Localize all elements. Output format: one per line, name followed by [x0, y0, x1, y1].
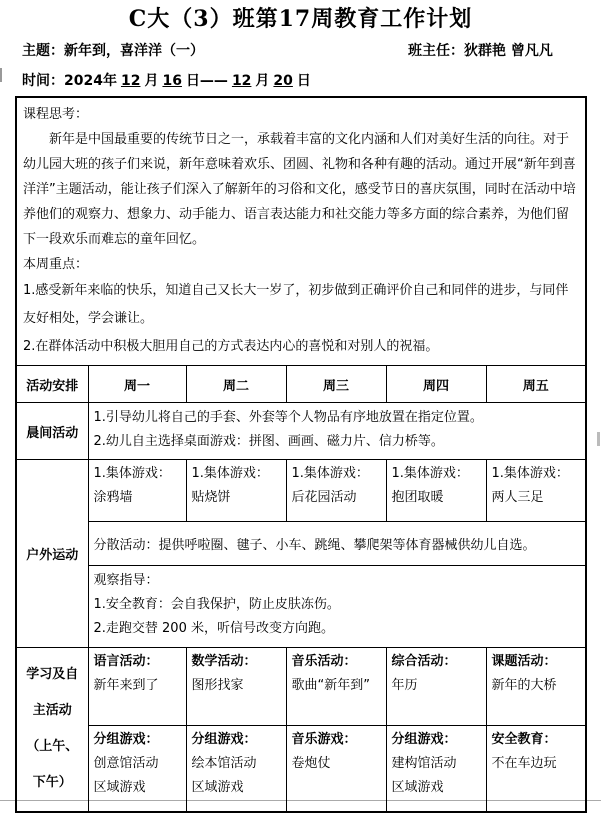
focus-point-1: 1.感受新年来临的快乐，知道自己又长大一岁了，初步做到正确评价自己和同伴的进步，与同伴友好相处，学会谦让。 [23, 283, 569, 326]
game-title: 1.集体游戏： [391, 466, 469, 481]
learning-label-line-1: 学习及自 [26, 667, 79, 683]
page-edge-marker [0, 68, 2, 82]
outdoor-game-thu [386, 460, 486, 522]
theme-line [22, 40, 204, 60]
group-game-tue [186, 726, 286, 812]
group-game-mon [88, 726, 186, 812]
learning-label-line-4: 下午） [32, 775, 72, 791]
scroll-marker [597, 432, 600, 446]
day-text-2: 日 [296, 73, 311, 89]
time-label: 时间： [22, 73, 64, 89]
outdoor-game-mon [88, 460, 186, 522]
curriculum-text: 新年是中国最重要的传统节日之一，承载着丰富的文化内涵和人们对美好生活的向往。对于幼儿园大班的孩子们来说，新年意味着欢乐、团圆、礼物和各种有趣的活动。通过开展“新年到喜洋洋”主题活动，能让孩子们深入了解新年的习俗和文化，感受节日的喜庆氛围，同时在活动中培养他们的观察力、想象力、动手能力、语言表达能力和社交能力等多方面的综合素养，为他们留下一段欢乐而难忘的童年回忆。 [23, 132, 576, 247]
month-text-2: 月 [255, 73, 270, 89]
group-game-thu [386, 726, 486, 812]
game-title: 分组游戏： [191, 732, 257, 747]
curriculum-row [16, 97, 586, 366]
game-content-1: 绘本馆活动 [191, 756, 257, 771]
learning-row-2 [16, 726, 586, 812]
activity-content: 图形找家 [191, 678, 244, 693]
learning-row-1 [16, 648, 586, 726]
game-title: 分组游戏： [93, 732, 159, 747]
activity-content: 歌曲“新年到” [291, 678, 370, 693]
schedule-header-row [16, 366, 586, 403]
month-text-1: 月 [144, 73, 159, 89]
activity-title: 综合活动： [391, 654, 457, 669]
game-name: 贴烧饼 [191, 490, 231, 505]
outdoor-observe [88, 566, 586, 648]
day-thursday: 周四 [386, 366, 486, 403]
activity-thu [386, 648, 486, 726]
activity-title: 语言活动： [93, 654, 159, 669]
page-title: C大（3）班第17周教育工作计划 [128, 6, 473, 32]
day-text-1: 日—— [185, 73, 228, 89]
observe-line-2: 2.走跑交替 200 米，听信号改变方向跑。 [93, 621, 334, 636]
activity-fri [486, 648, 586, 726]
game-title: 1.集体游戏： [191, 466, 269, 481]
end-month: 12 [231, 73, 252, 89]
game-title: 分组游戏： [391, 732, 457, 747]
game-name: 涂鸦墙 [93, 490, 133, 505]
time-line [22, 70, 311, 90]
game-title: 安全教育： [491, 732, 557, 747]
schedule-label: 活动安排 [16, 366, 88, 403]
activity-title: 课题活动： [491, 654, 557, 669]
morning-line-1: 1.引导幼儿将自己的手套、外套等个人物品有序地放置在指定位置。 [93, 410, 483, 425]
activity-mon [88, 648, 186, 726]
game-title: 1.集体游戏： [491, 466, 569, 481]
outdoor-group-row [16, 460, 586, 522]
game-title: 1.集体游戏： [291, 466, 369, 481]
outdoor-game-tue [186, 460, 286, 522]
teacher-line [408, 40, 553, 60]
group-game-wed [286, 726, 386, 812]
end-day: 20 [273, 73, 293, 89]
weekly-plan-table [15, 96, 587, 813]
activity-content: 新年的大桥 [491, 678, 557, 693]
group-game-fri [486, 726, 586, 812]
game-content-2: 区域游戏 [191, 780, 244, 795]
game-content-1: 建构馆活动 [391, 756, 457, 771]
curriculum-cell [16, 97, 586, 366]
game-name: 后花园活动 [291, 490, 357, 505]
outdoor-scatter: 分散活动：提供呼啦圈、毽子、小车、跳绳、攀爬架等体育器械供幼儿自选。 [88, 522, 586, 566]
day-friday: 周五 [486, 366, 586, 403]
morning-line-2: 2.幼儿自主选择桌面游戏：拼图、画画、磁力片、信力桥等。 [93, 434, 444, 449]
outdoor-game-wed [286, 460, 386, 522]
theme-value: 新年到，喜洋洋（一） [64, 43, 204, 59]
activity-title: 音乐活动： [291, 654, 357, 669]
game-content-1: 不在车边玩 [491, 756, 557, 771]
outdoor-game-fri [486, 460, 586, 522]
game-title: 音乐游戏： [291, 732, 357, 747]
outdoor-label: 户外运动 [16, 460, 88, 648]
teacher-label: 班主任： [408, 43, 464, 59]
learning-label [16, 648, 88, 812]
activity-content: 新年来到了 [93, 678, 159, 693]
activity-title: 数学活动： [191, 654, 257, 669]
game-content-1: 卷炮仗 [291, 756, 331, 771]
game-title: 1.集体游戏： [93, 466, 171, 481]
morning-row [16, 403, 586, 460]
teacher-value: 狄群艳 曾凡凡 [464, 43, 553, 59]
game-content-2: 区域游戏 [93, 780, 146, 795]
start-day: 16 [162, 73, 182, 89]
learning-label-line-2: 主活动 [32, 703, 72, 719]
observe-line-1: 1.安全教育：会自我保护，防止皮肤冻伤。 [93, 597, 340, 612]
theme-label: 主题： [22, 43, 64, 59]
morning-label: 晨间活动 [16, 403, 88, 460]
observe-label: 观察指导： [93, 573, 159, 588]
day-monday: 周一 [88, 366, 186, 403]
game-name: 两人三足 [491, 490, 544, 505]
day-tuesday: 周二 [186, 366, 286, 403]
focus-point-2: 2.在群体活动中积极大胆用自己的方式表达内心的喜悦和对别人的祝福。 [23, 339, 439, 354]
curriculum-label: 课程思考： [23, 107, 89, 122]
learning-label-line-3: （上午、 [26, 739, 79, 755]
activity-tue [186, 648, 286, 726]
outdoor-observe-row [16, 566, 586, 648]
game-content-1: 创意馆活动 [93, 756, 159, 771]
time-year: 2024年 [64, 73, 117, 89]
game-content-2: 区域游戏 [391, 780, 444, 795]
morning-content [88, 403, 586, 460]
start-month: 12 [120, 73, 141, 89]
outdoor-scatter-row [16, 522, 586, 566]
activity-wed [286, 648, 386, 726]
game-name: 抱团取暖 [391, 490, 444, 505]
focus-label: 本周重点： [23, 257, 89, 272]
activity-content: 年历 [391, 678, 418, 693]
day-wednesday: 周三 [286, 366, 386, 403]
